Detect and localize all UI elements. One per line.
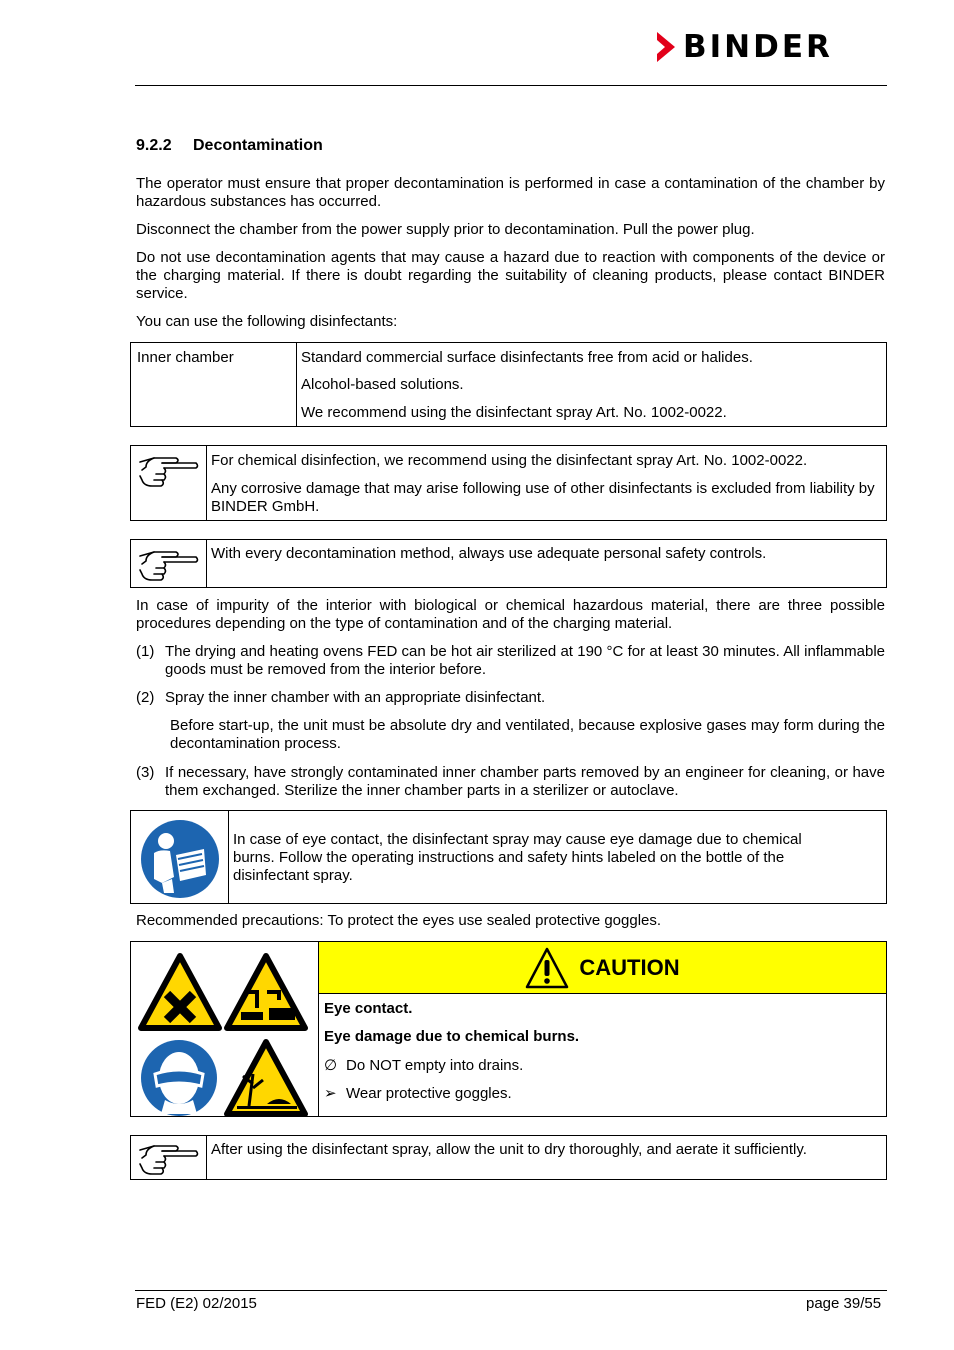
pointing-hand-icon: [136, 452, 200, 490]
caution-header: [319, 942, 886, 994]
caution-bullet: [324, 1085, 880, 1103]
footer-doc-id: FED (E2) 02/2015: [136, 1295, 257, 1312]
environment-hazard-icon: [223, 1038, 309, 1118]
table-line: We recommend using the disinfectant spray Art. No. 1002-0022.: [301, 404, 727, 421]
section-title: Decontamination: [193, 137, 323, 154]
note-box-safety: [130, 539, 887, 588]
caution-line: Eye damage due to chemical burns.: [324, 1028, 580, 1045]
paragraph-precautions: Recommended precautions: To protect the eyes use sealed protective goggles.: [136, 912, 662, 929]
note-line: For chemical disinfection, we recommend using the disinfectant spray Art. No. 1002-0022.: [211, 452, 808, 469]
warning-triangle-icon: [525, 947, 569, 989]
pointing-hand-icon: [136, 1140, 200, 1178]
arrow-bullet-symbol: ➢: [324, 1085, 337, 1102]
paragraph-startup: Before start-up, the unit must be absolute dry and ventilated, because explosive gases may form during the decontamination process.: [170, 717, 885, 752]
procedure-number: (1): [136, 643, 155, 660]
procedure-text: Spray the inner chamber with an appropriate disinfectant.: [165, 689, 546, 706]
table-label: Inner chamber: [137, 349, 234, 366]
paragraph-impurity: In case of impurity of the interior with biological or chemical hazardous material, there are three possible procedures depending on the type of contamination and of the charging material.: [136, 597, 885, 632]
paragraph-agents: Do not use decontamination agents that may cause a hazard due to reaction with components of the device or the charging material. If there is doubt regarding the suitability of cleaning products, please contact BINDER service.: [136, 249, 885, 302]
caution-content: [324, 1000, 880, 1116]
corrosive-icon: [223, 952, 309, 1032]
table-line: Alcohol-based solutions.: [301, 376, 464, 393]
procedure-text: The drying and heating ovens FED can be hot air sterilized at 190 °C for at least 30 minutes. All inflammable goods must be removed from the interior before.: [165, 643, 885, 678]
note-box-drying: [130, 1135, 887, 1180]
harmful-icon: [137, 952, 223, 1032]
table-line: Standard commercial surface disinfectants free from acid or halides.: [301, 349, 753, 366]
procedure-number: (3): [136, 764, 155, 781]
note-box-chemical: [130, 445, 887, 521]
note-content: With every decontamination method, always use adequate personal safety controls.: [211, 545, 767, 562]
paragraph-disinfectants-intro: You can use the following disinfectants:: [136, 313, 398, 330]
procedure-item: [136, 689, 885, 707]
caution-word: CAUTION: [579, 954, 680, 980]
brand-logo: [655, 30, 833, 64]
no-drain-symbol: ∅: [324, 1057, 338, 1074]
section-heading: [136, 137, 323, 155]
eye-contact-note: [130, 810, 887, 904]
header-rule: [135, 85, 887, 86]
note-content: After using the disinfectant spray, allow the unit to dry thoroughly, and aerate it sufficiently.: [211, 1141, 807, 1158]
eye-protection-icon: [139, 1038, 219, 1118]
note-content: [211, 452, 880, 520]
disinfectant-table: [130, 342, 887, 427]
paragraph-operator: The operator must ensure that proper decontamination is performed in case a contamination of the chamber by hazardous substances has occurred.: [136, 175, 885, 210]
caution-line: Eye contact.: [324, 1000, 413, 1017]
procedure-text: If necessary, have strongly contaminated inner chamber parts removed by an engineer for cleaning, or have them exchanged. Sterilize the inner chamber parts in a sterilizer or autoclave.: [165, 764, 885, 799]
hazard-symbols: [135, 948, 315, 1114]
section-number: 9.2.2: [136, 137, 172, 154]
caution-bullet: [324, 1057, 880, 1085]
read-manual-icon: [140, 819, 220, 899]
caution-bullet-text: Wear protective goggles.: [346, 1085, 512, 1102]
caution-bullet-text: Do NOT empty into drains.: [346, 1057, 524, 1074]
paragraph-disconnect: Disconnect the chamber from the power supply prior to decontamination. Pull the power plug.: [136, 221, 755, 238]
caution-box: [130, 941, 887, 1117]
procedure-item: [136, 764, 885, 800]
eye-note-text: In case of eye contact, the disinfectant spray may cause eye damage due to chemical burns. Follow the operating instructions and safety hints labeled on the bottle of the disinfectant spray.: [233, 831, 802, 884]
table-values: [301, 349, 753, 426]
brand-name: BINDER: [683, 29, 833, 65]
procedure-item: [136, 643, 885, 679]
footer-page-number: page 39/55: [806, 1295, 882, 1312]
procedure-number: (2): [136, 689, 155, 706]
pointing-hand-icon: [136, 546, 200, 584]
binder-arrow-icon: [655, 30, 677, 64]
note-line: Any corrosive damage that may arise following use of other disinfectants is excluded from liability by BINDER GmbH.: [211, 480, 875, 515]
footer-rule: [135, 1290, 887, 1291]
